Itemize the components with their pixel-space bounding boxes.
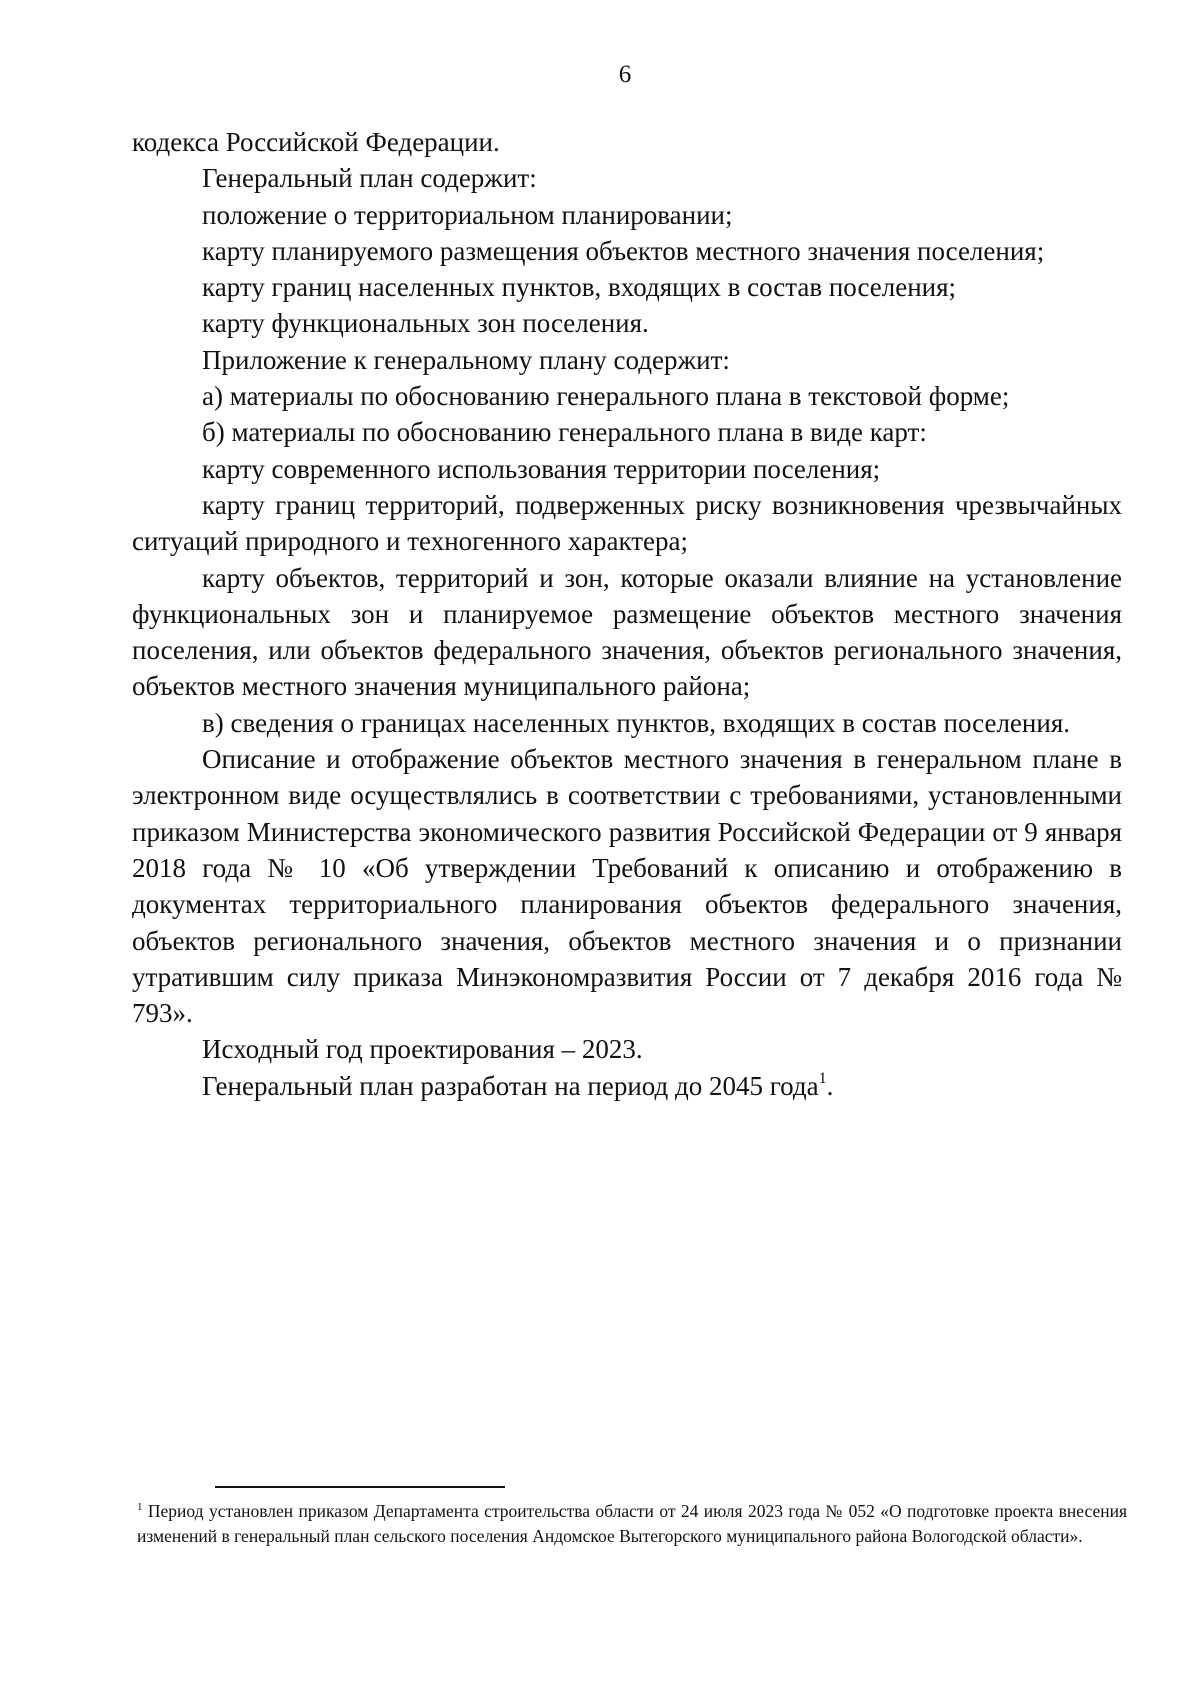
footnote-marker: 1 [137, 1501, 143, 1513]
paragraph-general-plan-contents: Генеральный план содержит: [202, 163, 537, 194]
footnote-reference: 1 [818, 1069, 827, 1087]
list-item: карту функциональных зон поселения. [202, 308, 649, 339]
list-item: карту планируемого размещения объектов местного значения поселения; [202, 235, 1045, 266]
page-number: 6 [618, 61, 632, 88]
paragraph-appendix-contents: Приложение к генеральному плану содержит: [202, 344, 730, 375]
list-item: карту границ территорий, подверженных риску возникновения чрезвычайных ситуаций природного и техногенного характера; [132, 489, 1122, 557]
paragraph-base-year: Исходный год проектирования – 2023. [202, 1034, 643, 1065]
plan-period-period: . [826, 1070, 834, 1101]
footnote-separator [215, 1486, 505, 1488]
footnote-text: Период установлен приказом Департамента строительства области от 24 июля 2023 года № 052 «О подготовке проекта внесения изменений в генеральный план сельского поселения Андомское Вытегорского муниципального района Вологодской области». [137, 1501, 1127, 1546]
list-item: в) сведения о границах населенных пунктов, входящих в состав поселения. [202, 707, 1070, 738]
list-item: а) материалы по обоснованию генерального плана в текстовой форме; [202, 381, 1010, 412]
footnote [137, 1499, 1127, 1549]
list-item: положение о территориальном планировании; [202, 199, 733, 230]
paragraph-plan-period [132, 1068, 1122, 1104]
list-item: карту границ населенных пунктов, входящих в состав поселения; [202, 272, 957, 303]
list-item: карту современного использования территории поселения; [202, 453, 881, 484]
list-item: б) материалы по обоснованию генерального плана в виде карт: [202, 417, 927, 448]
paragraph-description: Описание и отображение объектов местного значения в генеральном плане в электронном виде осуществлялись в соответствии с требованиями, установленными приказом Министерства экономического развития Российской Федерации от 9 января 2018 года № 10 «Об утверждении Требований к описанию и отображению в документах территориального планирования объектов федерального значения, объектов регионального значения, объектов местного значения и о признании утратившим силу приказа Минэкономразвития России от 7 декабря 2016 года № 793». [132, 744, 1122, 1029]
plan-period-text: Генеральный план разработан на период до 2045 года [202, 1070, 819, 1101]
list-item: карту объектов, территорий и зон, которые оказали влияние на установление функциональных зон и планируемое размещение объектов местного значения поселения, или объектов федерального значения, объектов регионального значения, объектов местного значения муниципального района; [132, 562, 1122, 702]
document-body [132, 124, 1122, 1104]
paragraph-continuation: кодекса Российской Федерации. [132, 127, 500, 157]
